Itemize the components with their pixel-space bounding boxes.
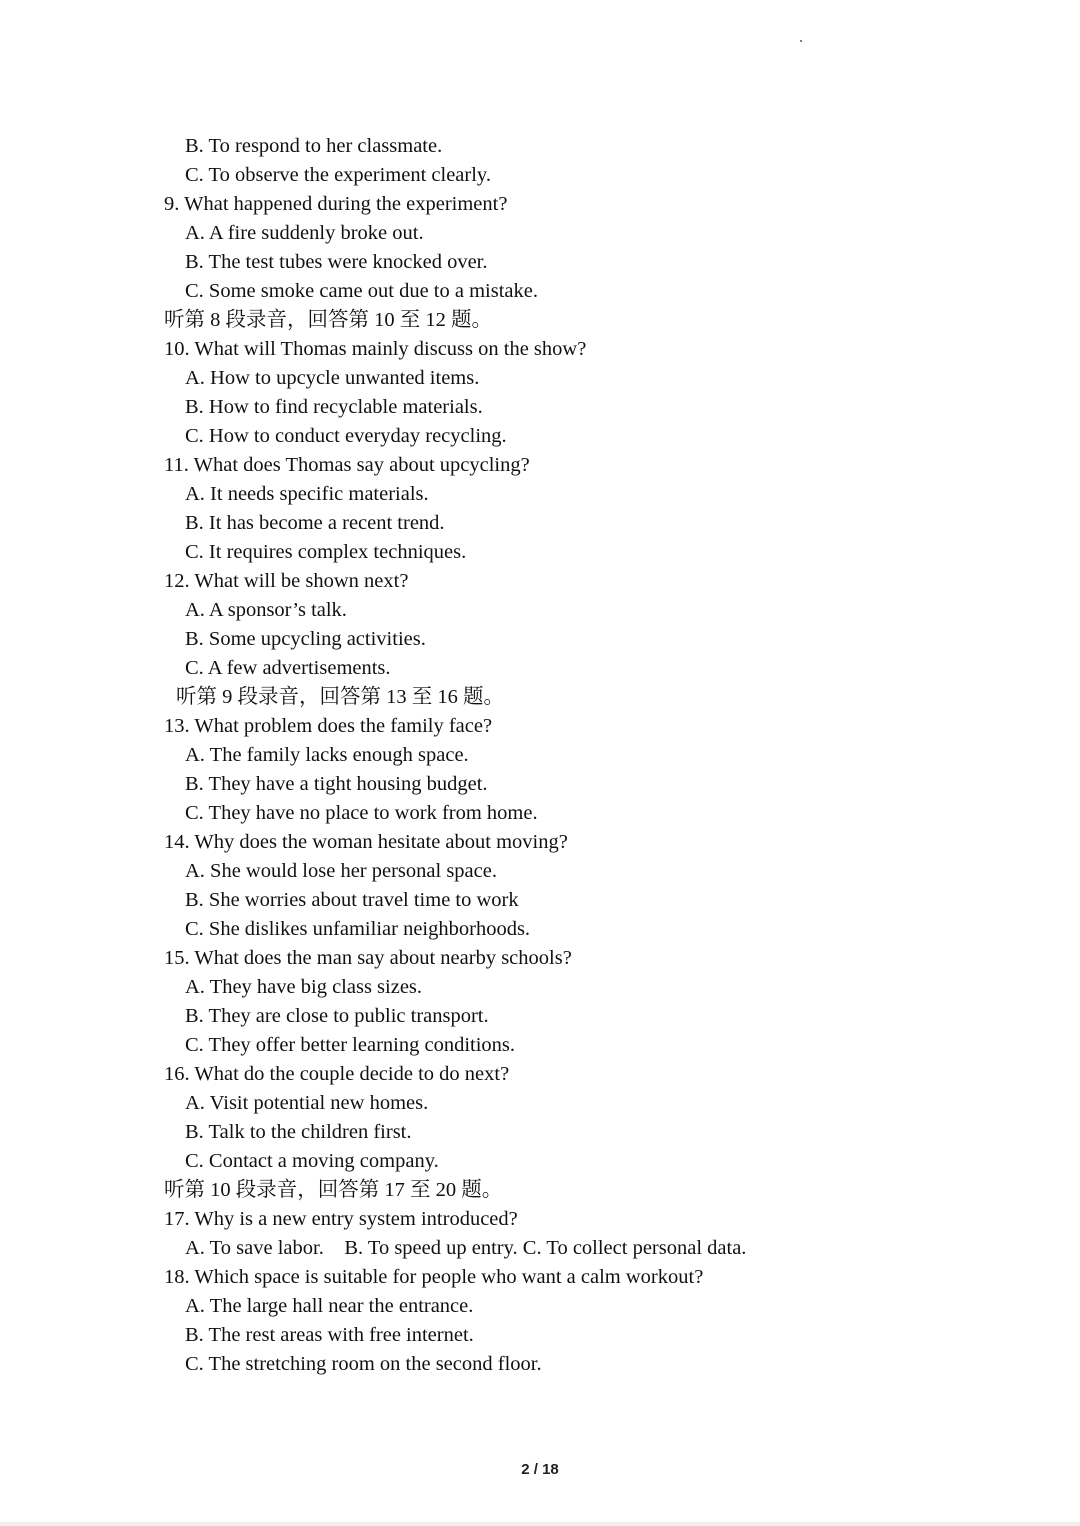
question-stem: 14. Why does the woman hesitate about moving? [164, 831, 568, 853]
answer-option: A. The large hall near the entrance. [185, 1295, 474, 1317]
answer-option: B. To respond to her classmate. [185, 135, 443, 157]
question-list [0, 132, 1080, 1379]
answer-option: A. A sponsor’s talk. [185, 599, 347, 621]
question-stem: 10. What will Thomas mainly discuss on the show? [164, 338, 587, 360]
answer-option: A. To save labor. B. To speed up entry. C. To collect personal data. [185, 1237, 747, 1259]
question-stem: 11. What does Thomas say about upcycling? [164, 454, 530, 476]
answer-option: B. They have a tight housing budget. [185, 773, 488, 795]
answer-option: A. They have big class sizes. [185, 976, 423, 998]
answer-option: B. The rest areas with free internet. [185, 1324, 474, 1346]
answer-option: C. A few advertisements. [185, 657, 391, 679]
answer-option: C. They have no place to work from home. [185, 802, 538, 824]
scan-dot [800, 40, 802, 42]
question-stem: 18. Which space is suitable for people who want a calm workout? [164, 1266, 704, 1288]
answer-option: B. Some upcycling activities. [185, 628, 426, 650]
question-stem: 13. What problem does the family face? [164, 715, 493, 737]
answer-option: C. How to conduct everyday recycling. [185, 425, 507, 447]
page-number: 2 / 18 [521, 1461, 559, 1478]
answer-option: C. To observe the experiment clearly. [185, 164, 491, 186]
answer-option: A. How to upcycle unwanted items. [185, 367, 480, 389]
page-bottom-edge [0, 1522, 1080, 1526]
answer-option: B. It has become a recent trend. [185, 512, 445, 534]
answer-option: C. They offer better learning conditions. [185, 1034, 516, 1056]
answer-option: A. She would lose her personal space. [185, 860, 497, 882]
question-stem: 17. Why is a new entry system introduced? [164, 1208, 518, 1230]
answer-option: B. The test tubes were knocked over. [185, 251, 488, 273]
question-stem: 15. What does the man say about nearby schools? [164, 947, 572, 969]
question-stem: 16. What do the couple decide to do next? [164, 1063, 510, 1085]
answer-option: B. They are close to public transport. [185, 1005, 489, 1027]
section-instruction: 听第 9 段录音，回答第 13 至 16 题。 [176, 686, 504, 708]
answer-option: C. Contact a moving company. [185, 1150, 439, 1172]
question-stem: 9. What happened during the experiment? [164, 193, 508, 215]
answer-option: C. The stretching room on the second floor. [185, 1353, 542, 1375]
answer-option: A. A fire suddenly broke out. [185, 222, 424, 244]
answer-option: C. She dislikes unfamiliar neighborhoods. [185, 918, 531, 940]
answer-option: B. She worries about travel time to work [185, 889, 519, 911]
answer-option: B. How to find recyclable materials. [185, 396, 483, 418]
section-instruction: 听第 8 段录音，回答第 10 至 12 题。 [164, 309, 492, 331]
question-stem: 12. What will be shown next? [164, 570, 409, 592]
answer-option: B. Talk to the children first. [185, 1121, 412, 1143]
answer-option: A. Visit potential new homes. [185, 1092, 429, 1114]
answer-option: C. Some smoke came out due to a mistake. [185, 280, 538, 302]
answer-option: A. It needs specific materials. [185, 483, 429, 505]
answer-option: A. The family lacks enough space. [185, 744, 469, 766]
answer-option: C. It requires complex techniques. [185, 541, 467, 563]
section-instruction: 听第 10 段录音，回答第 17 至 20 题。 [164, 1179, 503, 1201]
